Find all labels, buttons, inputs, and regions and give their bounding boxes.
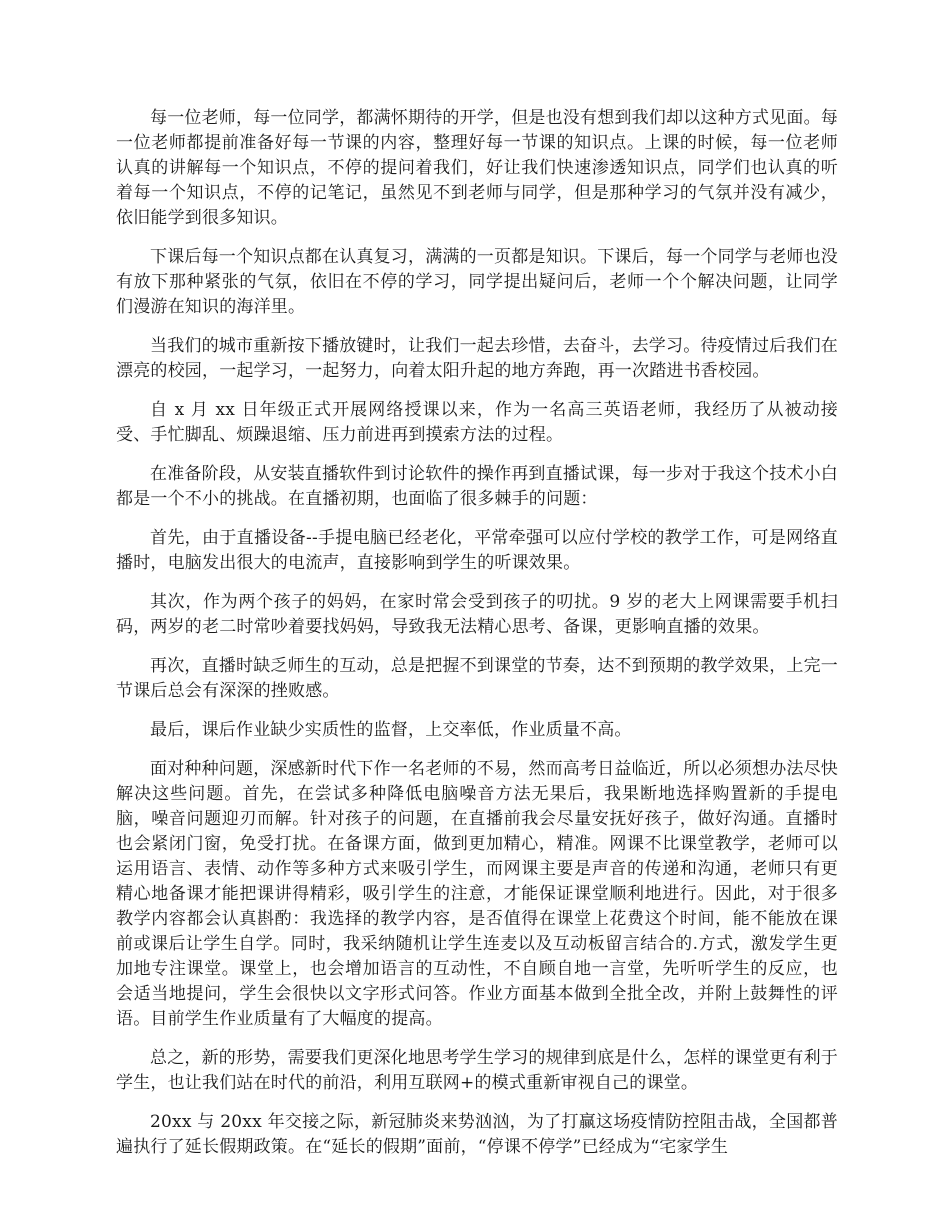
paragraph-4: 自 x 月 xx 日年级正式开展网络授课以来，作为一名高三英语老师，我经历了从被动接受、手忙脚乱、烦躁退缩、压力前进再到摸索方法的过程。 [116, 400, 838, 445]
paragraph-3: 当我们的城市重新按下播放键时，让我们一起去珍惜，去奋斗，去学习。待疫情过后我们在漂亮的校园，一起学习，一起努力，向着太阳升起的地方奔跑，再一次踏进书香校园。 [116, 336, 838, 381]
paragraph-9: 最后，课后作业缺少实质性的监督，上交率低，作业质量不高。 [150, 720, 632, 740]
document-body [116, 106, 838, 1174]
paragraph-12: 20xx 与 20xx 年交接之际，新冠肺炎来势汹汹，为了打赢这场疫情防控阻击战，全国都普遍执行了延长假期政策。在“延长的假期”面前，“停课不停学”已经成为“宅家学生 [116, 1112, 838, 1157]
paragraph-6: 首先，由于直播设备--手提电脑已经老化，平常牵强可以应付学校的教学工作，可是网络直播时，电脑发出很大的电流声，直接影响到学生的听课效果。 [116, 528, 838, 573]
paragraph-7: 其次，作为两个孩子的妈妈，在家时常会受到孩子的叨扰。9 岁的老大上网课需要手机扫码，两岁的老二时常吵着要找妈妈，导致我无法精心思考、备课，更影响直播的效果。 [116, 592, 838, 637]
paragraph-10: 面对种种问题，深感新时代下作一名老师的不易，然而高考日益临近，所以必须想办法尽快解决这些问题。首先，在尝试多种降低电脑噪音方法无果后，我果断地选择购置新的手提电脑，噪音问题迎刃而解。针对孩子的问题，在直播前我会尽量安抚好孩子，做好沟通。直播时也会紧闭门窗，免受打扰。在备课方面，做到更加精心，精准。网课不比课堂教学，老师可以运用语言、表情、动作等多种方式来吸引学生，而网课主要是声音的传递和沟通，老师只有更精心地备课才能把课讲得精彩，吸引学生的注意，才能保证课堂顺利地进行。因此，对于很多教学内容都会认真斟酌：我选择的教学内容，是否值得在课堂上花费这个时间，能不能放在课前或课后让学生自学。同时，我采纳随机让学生连麦以及互动板留言结合的.方式，激发学生更加地专注课堂。课堂上，也会增加语言的互动性，不自顾自地一言堂，先听听学生的反应，也会适当地提问，学生会很快以文字形式问答。作业方面基本做到全批全改，并附上鼓舞性的评语。目前学生作业质量有了大幅度的提高。 [116, 759, 838, 1029]
paragraph-2: 下课后每一个知识点都在认真复习，满满的一页都是知识。下课后，每一个同学与老师也没有放下那种紧张的气氛，依旧在不停的学习，同学提出疑问后，老师一个个解决问题，让同学们漫游在知识的海洋里。 [116, 247, 838, 317]
paragraph-1: 每一位老师，每一位同学，都满怀期待的开学，但是也没有想到我们却以这种方式见面。每一位老师都提前准备好每一节课的内容，整理好每一节课的知识点。上课的时候，每一位老师认真的讲解每一个知识点，不停的提问着我们，好让我们快速渗透知识点，同学们也认真的听着每一个知识点，不停的记笔记，虽然见不到老师与同学，但是那种学习的气氛并没有减少，依旧能学到很多知识。 [116, 108, 838, 228]
paragraph-11: 总之，新的形势，需要我们更深化地思考学生学习的规律到底是什么，怎样的课堂更有利于学生，也让我们站在时代的前沿，利用互联网+的模式重新审视自己的课堂。 [116, 1048, 838, 1093]
paragraph-5: 在准备阶段，从安装直播软件到讨论软件的操作再到直播试课，每一步对于我这个技术小白都是一个不小的挑战。在直播初期，也面临了很多棘手的问题： [116, 464, 838, 509]
paragraph-8: 再次，直播时缺乏师生的互动，总是把握不到课堂的节奏，达不到预期的教学效果，上完一节课后总会有深深的挫败感。 [116, 656, 838, 701]
